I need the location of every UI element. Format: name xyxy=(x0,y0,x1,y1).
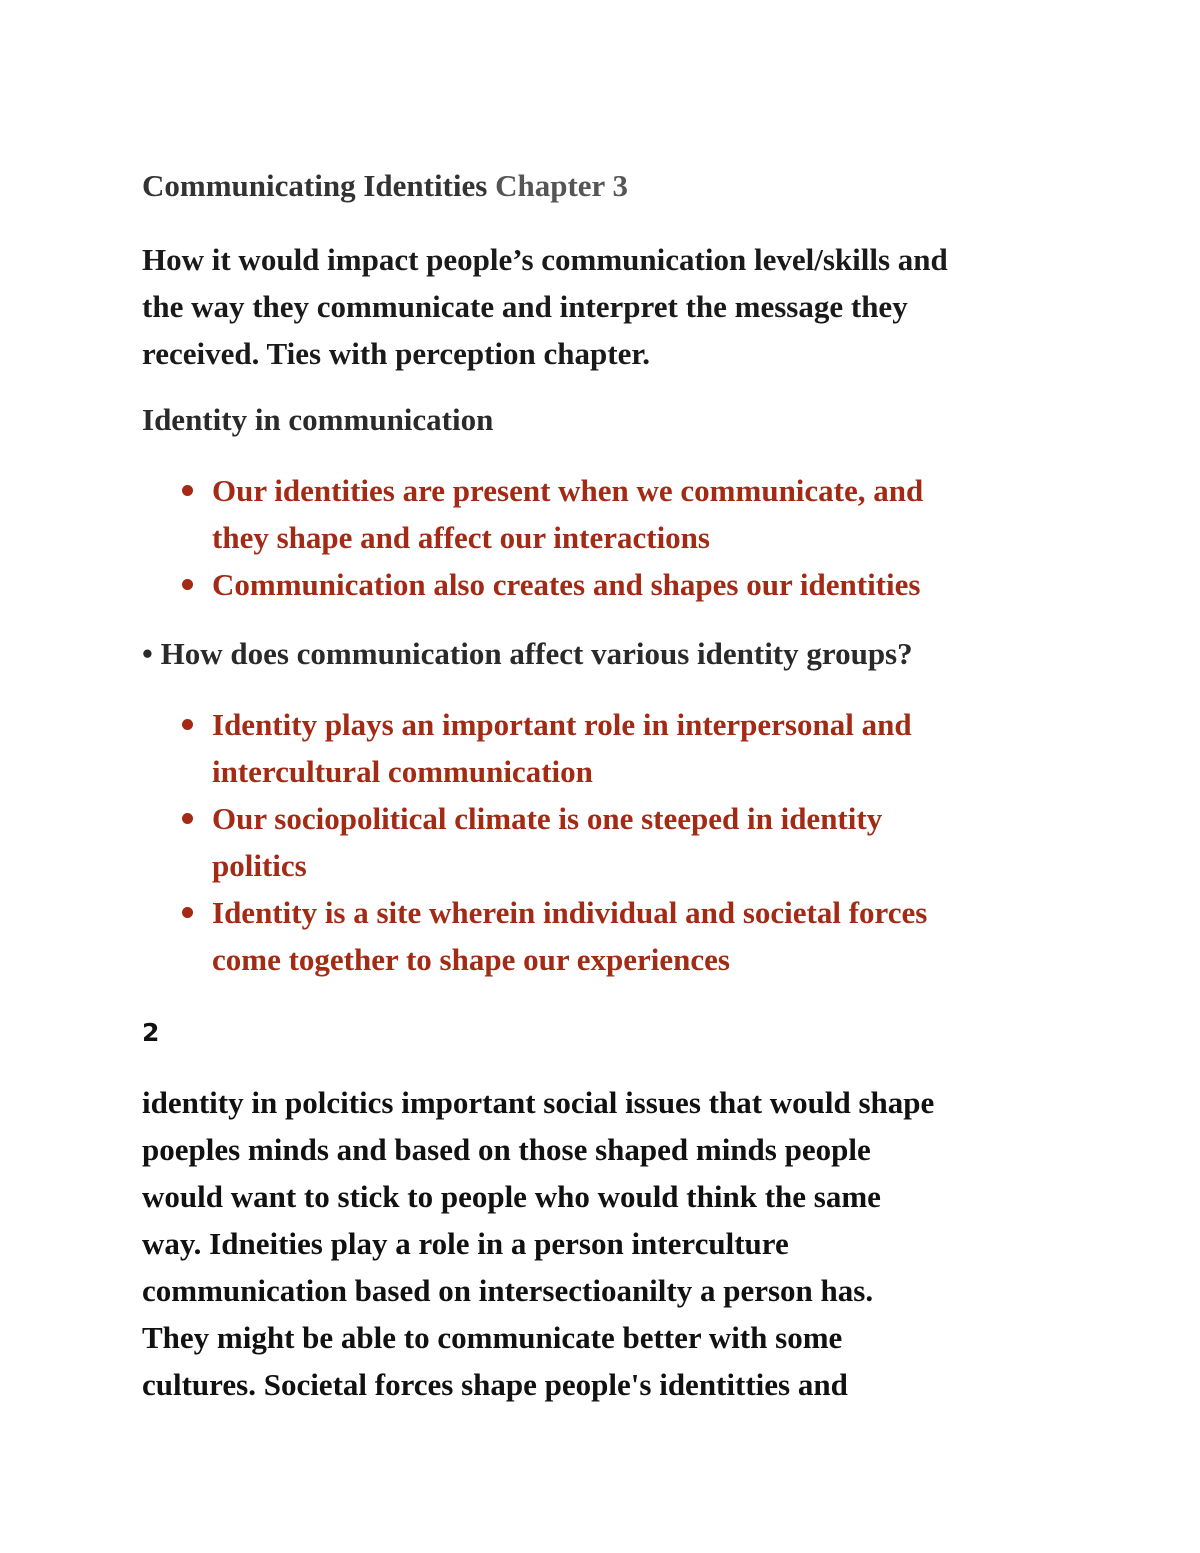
bullet-line: intercultural communication xyxy=(212,754,593,789)
page-number: 2 xyxy=(142,1018,160,1047)
bullet-line: Communication also creates and shapes our identities xyxy=(212,567,921,602)
groups-bullet-list xyxy=(142,701,1082,983)
body-line: They might be able to communicate better with some xyxy=(142,1320,843,1355)
body-line: communication based on intersectioanilty a person has. xyxy=(142,1273,874,1308)
identity-bullet-list xyxy=(142,467,1082,608)
body-line: poeples minds and based on those shaped minds people xyxy=(142,1132,871,1167)
intro-paragraph xyxy=(142,236,1082,377)
bullet-dot-icon xyxy=(182,813,193,824)
body-line: would want to stick to people who would think the same xyxy=(142,1179,881,1214)
body-line: identity in polcitics important social issues that would shape xyxy=(142,1085,935,1120)
list-item xyxy=(142,701,1082,795)
bullet-dot-icon xyxy=(182,719,193,730)
body-line: way. Idneities play a role in a person interculture xyxy=(142,1226,789,1261)
list-item xyxy=(142,889,1082,983)
bullet-line: come together to shape our experiences xyxy=(212,942,730,977)
bullet-line: they shape and affect our interactions xyxy=(212,520,710,555)
section-heading-groups: • How does communication affect various identity groups? xyxy=(142,636,913,671)
body-line: cultures. Societal forces shape people's identitties and xyxy=(142,1367,848,1402)
bullet-line: Identity plays an important role in interpersonal and xyxy=(212,707,912,742)
intro-line: How it would impact people’s communication level/skills and xyxy=(142,242,948,277)
bullet-line: Our sociopolitical climate is one steeped in identity xyxy=(212,801,883,836)
list-item xyxy=(142,561,1082,608)
bullet-line: Our identities are present when we communicate, and xyxy=(212,473,924,508)
section-heading-identity: Identity in communication xyxy=(142,402,494,437)
document-title-line xyxy=(142,166,628,206)
bullet-dot-icon xyxy=(182,579,193,590)
intro-line: the way they communicate and interpret the message they xyxy=(142,289,908,324)
chapter-label: Chapter 3 xyxy=(495,168,628,203)
body-paragraph xyxy=(142,1079,1082,1408)
document-title: Communicating Identities xyxy=(142,168,488,203)
list-item xyxy=(142,795,1082,889)
intro-line: received. Ties with perception chapter. xyxy=(142,336,651,371)
bullet-line: politics xyxy=(212,848,307,883)
bullet-dot-icon xyxy=(182,485,193,496)
bullet-line: Identity is a site wherein individual and societal forces xyxy=(212,895,928,930)
bullet-dot-icon xyxy=(182,907,193,918)
list-item xyxy=(142,467,1082,561)
